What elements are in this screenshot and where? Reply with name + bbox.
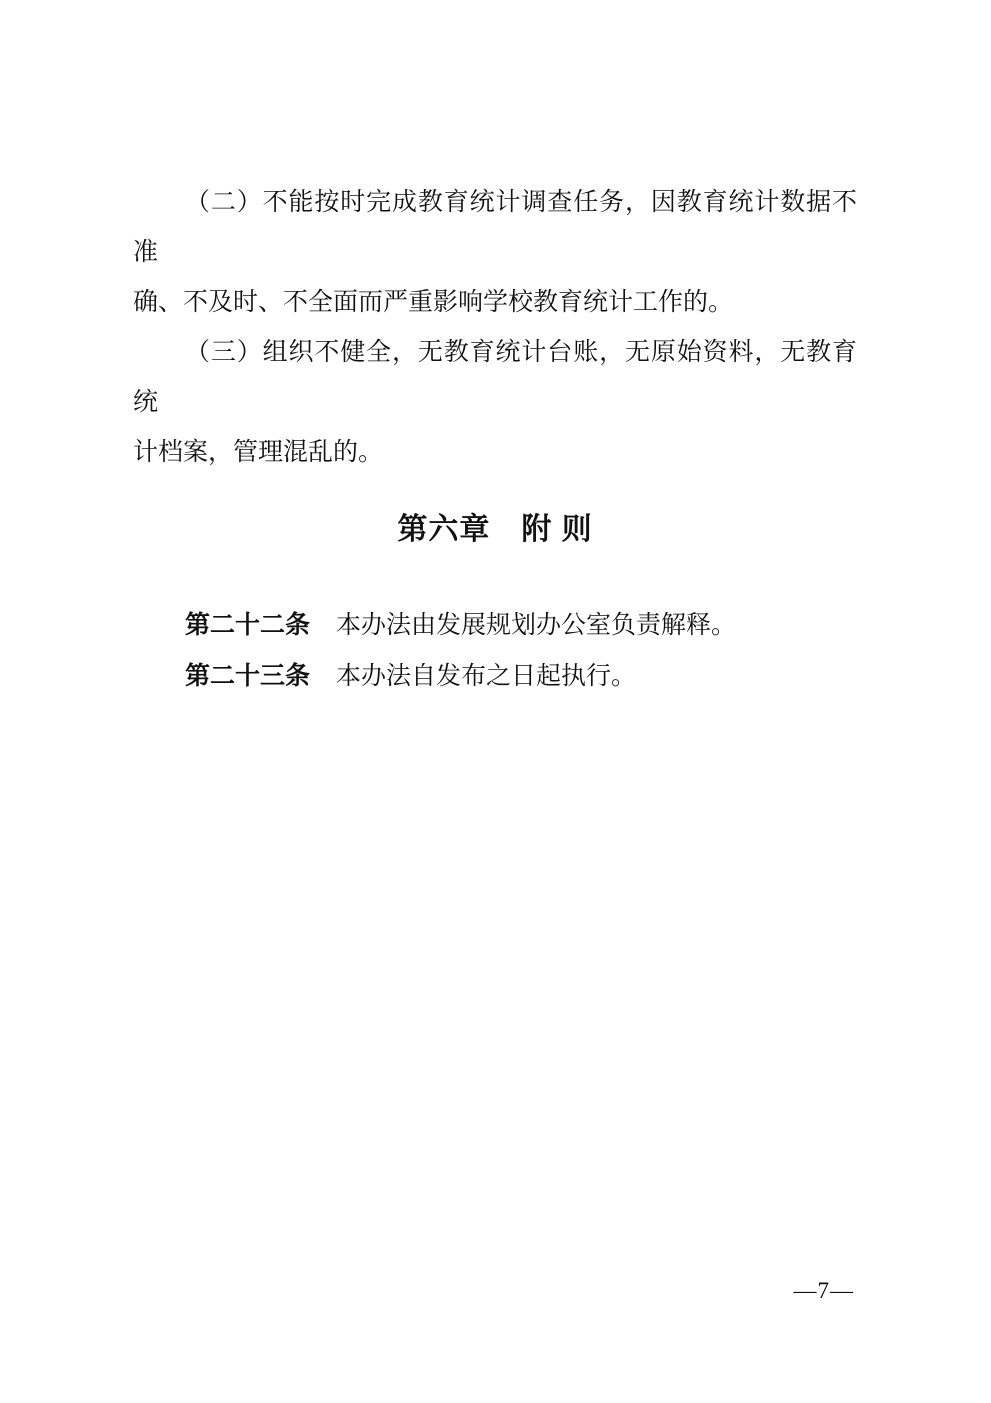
- paragraph-clause-2: [133, 178, 857, 328]
- chapter-heading: 第六章 附 则: [397, 513, 593, 546]
- article-text: 本办法自发布之日起执行。: [336, 663, 637, 690]
- paragraph-line: （二）不能按时完成教育统计调查任务，因教育统计数据不准: [133, 189, 857, 266]
- article-23: [133, 651, 857, 702]
- paragraph-clause-3: [133, 328, 857, 478]
- paragraph-line: 确、不及时、不全面而严重影响学校教育统计工作的。: [133, 289, 734, 316]
- paragraph-line: 计档案，管理混乱的。: [133, 439, 384, 466]
- page-number: —7—: [793, 1278, 854, 1303]
- article-text: 本办法由发展规划办公室负责解释。: [336, 612, 737, 639]
- article-22: [133, 600, 857, 651]
- article-number: 第二十三条: [185, 662, 311, 690]
- articles-section: [133, 600, 857, 702]
- document-content: [133, 178, 857, 702]
- paragraph-line: （三）组织不健全，无教育统计台账，无原始资料，无教育统: [133, 339, 857, 416]
- article-number: 第二十二条: [185, 611, 311, 639]
